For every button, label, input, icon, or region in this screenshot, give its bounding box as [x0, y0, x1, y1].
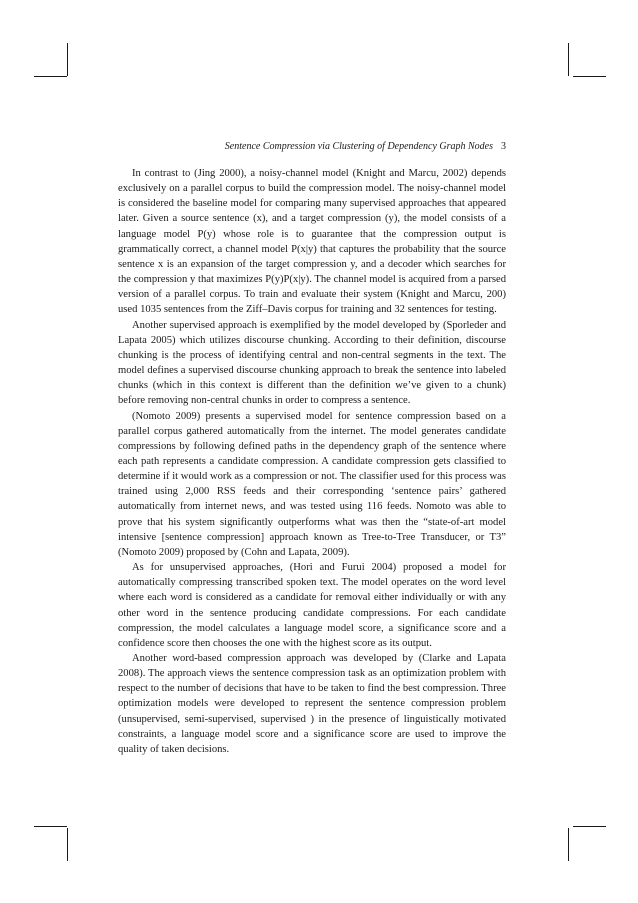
- crop-mark-bottom-left-horizontal: [34, 826, 67, 827]
- body-text: [118, 166, 506, 757]
- paragraph-noisy-channel: In contrast to (Jing 2000), a noisy-channel model (Knight and Marcu, 2002) depends exclusively on a parallel corpus to build the compression model. The noisy-channel model is considered the baseline model for comparing many supervised approaches that appeared later. Given a source sentence (x), and a target compression (y), the model consists of a language model P(y) whose role is to guarantee that the compression output is grammatically correct, a channel model P(x|y) that captures the probability that the source sentence x is an expansion of the target compression y, and a decoder which searches for the compression y that maximizes P(y)P(x|y). The channel model is acquired from a parsed version of a parallel corpus. To train and evaluate their system (Knight and Marcu, 200) used 1035 sentences from the Ziff–Davis corpus for training and 32 sentences for testing.: [118, 168, 506, 316]
- crop-mark-bottom-right-vertical: [568, 828, 569, 861]
- crop-mark-bottom-right-horizontal: [573, 826, 606, 827]
- crop-mark-top-right-horizontal: [573, 76, 606, 77]
- paragraph-discourse-chunking: Another supervised approach is exemplified by the model developed by (Sporleder and Lapata 2005) which utilizes discourse chunking. According to their definition, discourse chunking is the process of identifying central and non-central segments in the text. The model defines a supervised discourse chunking approach to break the sentence into labeled chunks (which in this context is different than the definition we’ve given to a chunk) before removing non-central chunks in order to compress a sentence.: [118, 319, 506, 407]
- running-header: [118, 141, 506, 153]
- running-title: Sentence Compression via Clustering of Dependency Graph Nodes: [224, 141, 493, 152]
- page-number: 3: [501, 141, 506, 152]
- paragraph-nomoto: (Nomoto 2009) presents a supervised model for sentence compression based on a parallel corpus gathered automatically from the internet. The model generates candidate compressions by following defined paths in the dependency graph of the sentence where each path represents a candidate compression. A candidate compression gets classified to determine if it would work as a compression or not. The classifier used for this process was trained using 2,000 RSS feeds and their corresponding ‘sentence pairs’ gathered automatically from internet news, and was tested using 116 feeds. Nomoto was able to prove that his system significantly outperforms what was then the “state-of-art model intensive [sentence compression] approach known as Tree-to-Tree Transducer, or T3” (Nomoto 2009) proposed by (Cohn and Lapata, 2009).: [118, 410, 506, 558]
- crop-mark-top-right-vertical: [568, 43, 569, 76]
- paragraph-unsupervised: As for unsupervised approaches, (Hori and Furui 2004) proposed a model for automatically compressing transcribed spoken text. The model operates on the word level where each word is considered as a candidate for removal either individually or with any other word in the sentence producing candidate compressions. For each candidate compression, the model calculates a language model score, a significance score and a confidence score then chooses the one with the highest score as its output.: [118, 562, 506, 649]
- crop-mark-top-left-vertical: [67, 43, 68, 76]
- crop-mark-top-left-horizontal: [34, 76, 67, 77]
- paragraph-word-based: Another word-based compression approach was developed by (Clarke and Lapata 2008). The approach views the sentence compression task as an optimization problem with respect to the number of decisions that have to be taken to find the best compression. Three optimization models were developed to represent the sentence compression problem (unsupervised, semi-supervised, supervised ) in the presence of linguistically motivated constraints, a language model score and a significance score are used to improve the quality of taken decisions.: [118, 653, 506, 755]
- crop-mark-bottom-left-vertical: [67, 828, 68, 861]
